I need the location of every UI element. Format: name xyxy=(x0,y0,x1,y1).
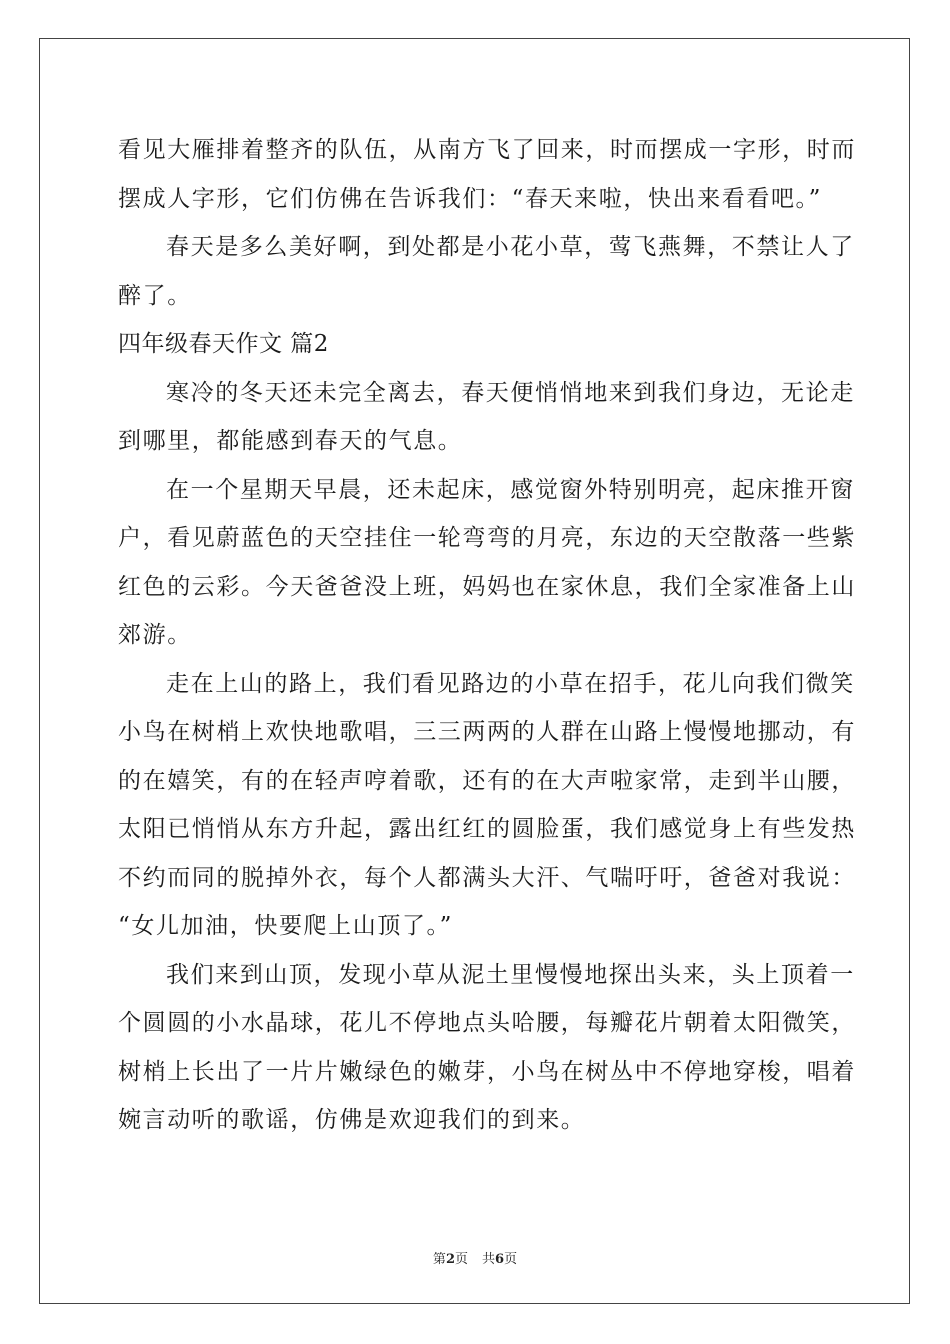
text-line: “女儿加油，快要爬上山顶了。” xyxy=(118,913,454,939)
page-footer xyxy=(0,1248,950,1267)
text-line: 不约而同的脱掉外衣，每个人都满头大汗、气喘吁吁，爸爸对我说： xyxy=(118,864,856,891)
text-line: 寒冷的冬天还未完全离去，春天便悄悄地来到我们身边，无论走 xyxy=(166,379,855,406)
text-line: 郊游。 xyxy=(118,622,192,648)
text-line: 醉了。 xyxy=(118,282,192,309)
text-line: 户，看见蔚蓝色的天空挂住一轮弯弯的月亮，东边的天空散落一些紫 xyxy=(118,525,856,551)
text-line: 看见大雁排着整齐的队伍，从南方飞了回来，时而摆成一字形，时而 xyxy=(118,137,856,163)
page-number-suffix: 页 xyxy=(454,1252,468,1267)
section-heading: 四年级春天作文 篇2 xyxy=(118,331,329,357)
page-total-prefix: 共 xyxy=(482,1252,496,1267)
document-body xyxy=(118,126,856,1145)
text-line: 我们来到山顶，发现小草从泥土里慢慢地探出头来，头上顶着一 xyxy=(166,961,855,988)
page-total-suffix: 页 xyxy=(504,1252,518,1267)
text-line: 的在嬉笑，有的在轻声哼着歌，还有的在大声啦家常，走到半山腰， xyxy=(118,767,856,794)
page-number-current: 2 xyxy=(445,1252,455,1267)
text-line: 摆成人字形，它们仿佛在告诉我们：“春天来啦，快出来看看吧。” xyxy=(118,185,823,212)
page-number-prefix: 第 xyxy=(432,1252,446,1267)
text-line: 树梢上长出了一片片嫩绿色的嫩芽，小鸟在树丛中不停地穿梭，唱着 xyxy=(118,1058,856,1085)
text-line: 小鸟在树梢上欢快地歌唱，三三两两的人群在山路上慢慢地挪动，有 xyxy=(118,719,856,745)
page-total-number: 6 xyxy=(495,1252,505,1267)
text-line: 红色的云彩。今天爸爸没上班，妈妈也在家休息，我们全家准备上山 xyxy=(118,573,856,600)
text-line: 婉言动听的歌谣，仿佛是欢迎我们的到来。 xyxy=(118,1107,586,1133)
text-line: 春天是多么美好啊，到处都是小花小草，莺飞燕舞，不禁让人了 xyxy=(166,234,855,260)
text-line: 在一个星期天早晨，还未起床，感觉窗外特别明亮，起床推开窗 xyxy=(166,476,855,503)
text-line: 个圆圆的小水晶球，花儿不停地点头哈腰，每瓣花片朝着太阳微笑， xyxy=(118,1010,856,1036)
text-line: 太阳已悄悄从东方升起，露出红红的圆脸蛋，我们感觉身上有些发热 xyxy=(118,816,856,842)
text-line: 到哪里，都能感到春天的气息。 xyxy=(118,428,463,454)
text-line: 走在上山的路上，我们看见路边的小草在招手，花儿向我们微笑 xyxy=(166,670,855,697)
